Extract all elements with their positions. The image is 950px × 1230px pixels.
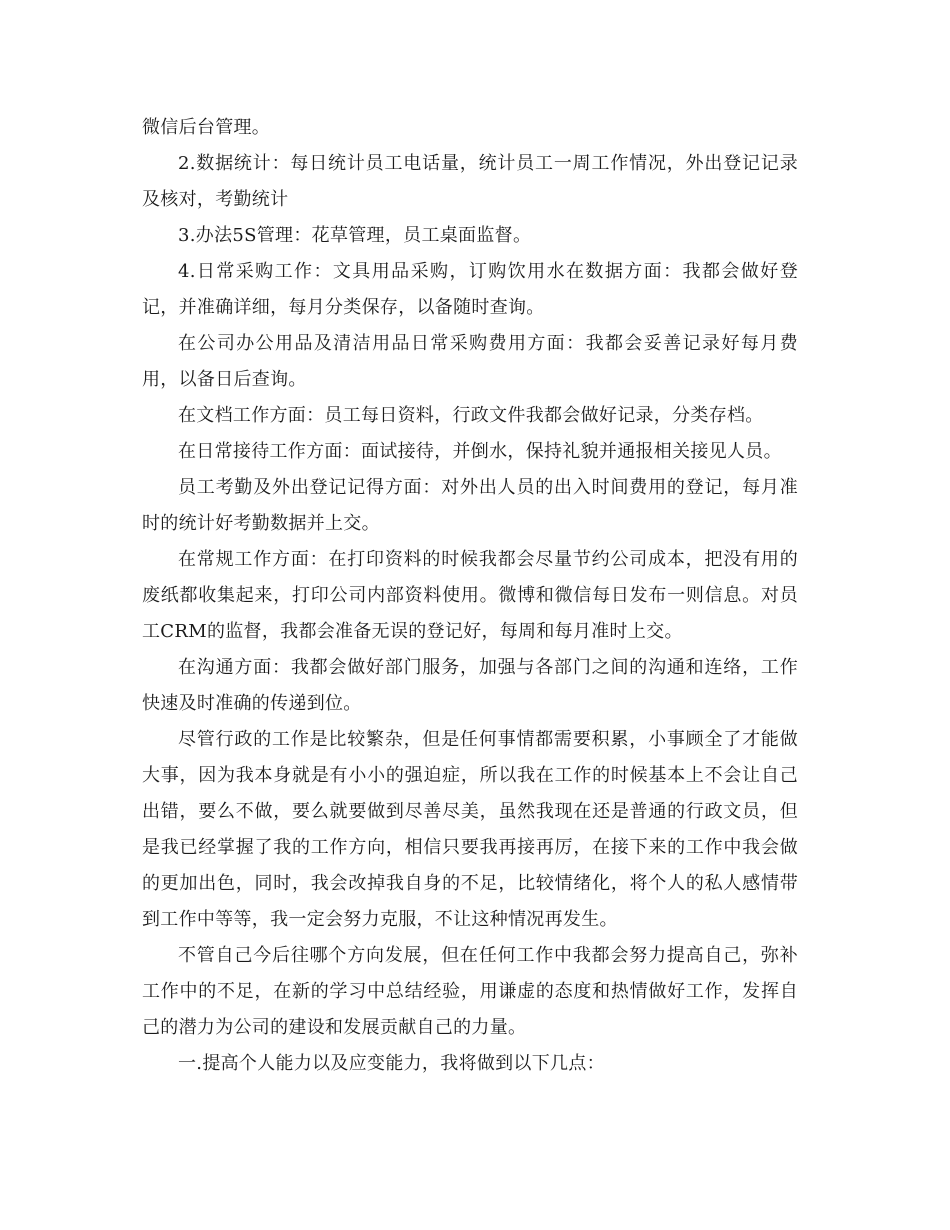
paragraph-document-work: 在文档工作方面：员工每日资料，行政文件我都会做好记录，分类存档。 bbox=[178, 405, 764, 426]
paragraph-daily-purchasing: 4.日常采购工作：文具用品采购，订购饮用水在数据方面：我都会做好登记，并准确详细，每月分类保存，以备随时查询。 bbox=[142, 261, 798, 318]
paragraph-5s-management: 3.办法5S管理：花草管理，员工桌面监督。 bbox=[178, 225, 532, 246]
paragraph-routine-work: 在常规工作方面：在打印资料的时候我都会尽量节约公司成本，把没有用的废纸都收集起来，打印公司内部资料使用。微博和微信每日发布一则信息。对员工CRM的监督，我都会准备无误的登记好，每周和每月准时上交。 bbox=[142, 549, 798, 642]
paragraph-self-reflection: 尽管行政的工作是比较繁杂，但是任何事情都需要积累，小事顾全了才能做大事，因为我本身就是有小小的强迫症，所以我在工作的时候基本上不会让自己出错，要么不做，要么就要做到尽善尽美，虽然我现在还是普通的行政文员，但是我已经掌握了我的工作方向，相信只要我再接再厉，在接下来的工作中我会做的更加出色，同时，我会改掉我自身的不足，比较情绪化，将个人的私人感情带到工作中等等，我一定会努力克服，不让这种情况再发生。 bbox=[142, 729, 798, 930]
paragraph-future-development: 不管自己今后往哪个方向发展，但在任何工作中我都会努力提高自己，弥补工作中的不足，在新的学习中总结经验，用谦虚的态度和热情做好工作，发挥自己的潜力为公司的建设和发展贡献自己的力量。 bbox=[142, 945, 798, 1038]
paragraph-attendance: 员工考勤及外出登记记得方面：对外出人员的出入时间费用的登记，每月准时的统计好考勤数据并上交。 bbox=[142, 477, 798, 534]
paragraph-reception: 在日常接待工作方面：面试接待，并倒水，保持礼貌并通报相关接见人员。 bbox=[178, 441, 782, 462]
paragraph-improvement-heading: 一.提高个人能力以及应变能力，我将做到以下几点： bbox=[178, 1053, 605, 1074]
paragraph-office-supplies: 在公司办公用品及清洁用品日常采购费用方面：我都会妥善记录好每月费用，以备日后查询。 bbox=[142, 333, 798, 390]
paragraph-wechat-backend: 微信后台管理。 bbox=[142, 117, 271, 138]
paragraph-communication: 在沟通方面：我都会做好部门服务，加强与各部门之间的沟通和连络，工作快速及时准确的传递到位。 bbox=[142, 657, 798, 714]
paragraph-data-statistics: 2.数据统计：每日统计员工电话量，统计员工一周工作情况，外出登记记录及核对，考勤统计 bbox=[142, 153, 798, 210]
document-body bbox=[142, 110, 798, 1082]
